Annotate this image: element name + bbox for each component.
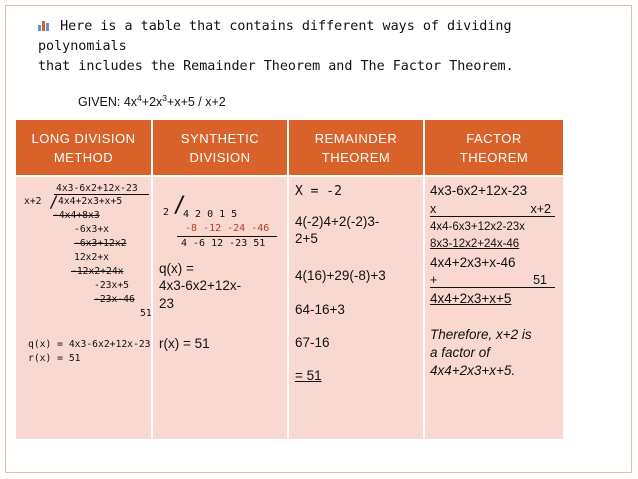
synthetic-q-line-1: 4x3-6x2+12x- [159, 278, 242, 293]
step-4: 12x2+x [74, 252, 109, 263]
substitution-line-1: 4(-2)4+2(-2)3- [295, 214, 380, 229]
given-expression: GIVEN: $4x^4+2x^3+x+5 / x+2$ [78, 92, 226, 109]
step-2: -6x3+x [74, 224, 109, 235]
synthetic-q-line-2: 23 [159, 296, 175, 311]
factor-partial-1: 4x4-6x3+12x2-23x [430, 221, 525, 233]
factor-add-remainder-row: + 51 [430, 273, 555, 288]
synthetic-division-cell [152, 176, 288, 439]
step-6: -23x+5 [94, 280, 129, 291]
evaluation-step-3: 67-16 [295, 335, 330, 350]
synthetic-r-label: r(x) = 51 [159, 336, 210, 351]
synthetic-root: 2 [163, 207, 170, 218]
dividend: 4x4+2x3+x+5 [58, 196, 123, 207]
header-remainder-theorem: REMAINDER THEOREM [288, 120, 424, 176]
x-value: X = -2 [295, 184, 342, 199]
synthetic-bracket: / [173, 193, 187, 218]
conclusion-line-1: Therefore, x+2 is [430, 327, 532, 342]
substitution-line-2: 2+5 [295, 231, 318, 246]
remainder-result: = 51 [295, 368, 322, 383]
factor-final-polynomial: 4x4+2x3+x+5 [430, 291, 512, 306]
conclusion-line-2: a factor of [430, 345, 491, 360]
step-5: -12x2+24x [71, 266, 124, 277]
division-bar [54, 194, 149, 195]
intro-line-2: that includes the Remainder Theorem and The Factor Theorem. [38, 59, 514, 74]
step-3: -6x3+12x2 [74, 238, 127, 249]
bar-chart-bullet-icon [38, 18, 50, 31]
long-division-cell [16, 176, 152, 439]
step-1: -4x4+8x3 [53, 210, 100, 221]
synthetic-q-label: q(x) = [159, 261, 194, 276]
r-result: r(x) = 51 [28, 353, 81, 364]
factor-quotient: 4x3-6x2+12x-23 [430, 183, 528, 198]
division-methods-table [16, 120, 563, 439]
factor-theorem-cell [424, 176, 563, 439]
remainder-theorem-cell [288, 176, 424, 439]
divisor: x+2 [24, 196, 42, 207]
synthetic-coefficients: 4 2 0 1 5 [183, 209, 238, 220]
division-bracket: / [49, 192, 59, 211]
evaluation-step-2: 64-16+3 [295, 302, 345, 317]
synthetic-products: -8 -12 -24 -46 [185, 223, 270, 234]
q-result: q(x) = 4x3-6x2+12x-23 [28, 339, 151, 350]
synthetic-results: 4 -6 12 -23 51 [181, 238, 266, 249]
synthetic-line [177, 236, 277, 237]
factor-product: 4x4+2x3+x-46 [430, 255, 516, 270]
factor-multiplier-row: x x+2 [430, 202, 555, 217]
quotient-line: 4x3-6x2+12x-23 [56, 183, 138, 194]
header-long-division: LONG DIVISION METHOD [16, 120, 152, 176]
header-factor-theorem: FACTOR THEOREM [424, 120, 563, 176]
remainder-value: 51 [140, 308, 152, 319]
intro-text [38, 17, 598, 77]
header-synthetic-division: SYNTHETIC DIVISION [152, 120, 288, 176]
intro-line-1: Here is a table that contains different ways of dividing polynomials [38, 19, 512, 54]
conclusion-line-3: 4x4+2x3+x+5. [430, 363, 516, 378]
step-7: -23x-46 [94, 294, 135, 305]
evaluation-step-1: 4(16)+29(-8)+3 [295, 268, 386, 283]
factor-partial-2: 8x3-12x2+24x-46 [430, 238, 520, 250]
